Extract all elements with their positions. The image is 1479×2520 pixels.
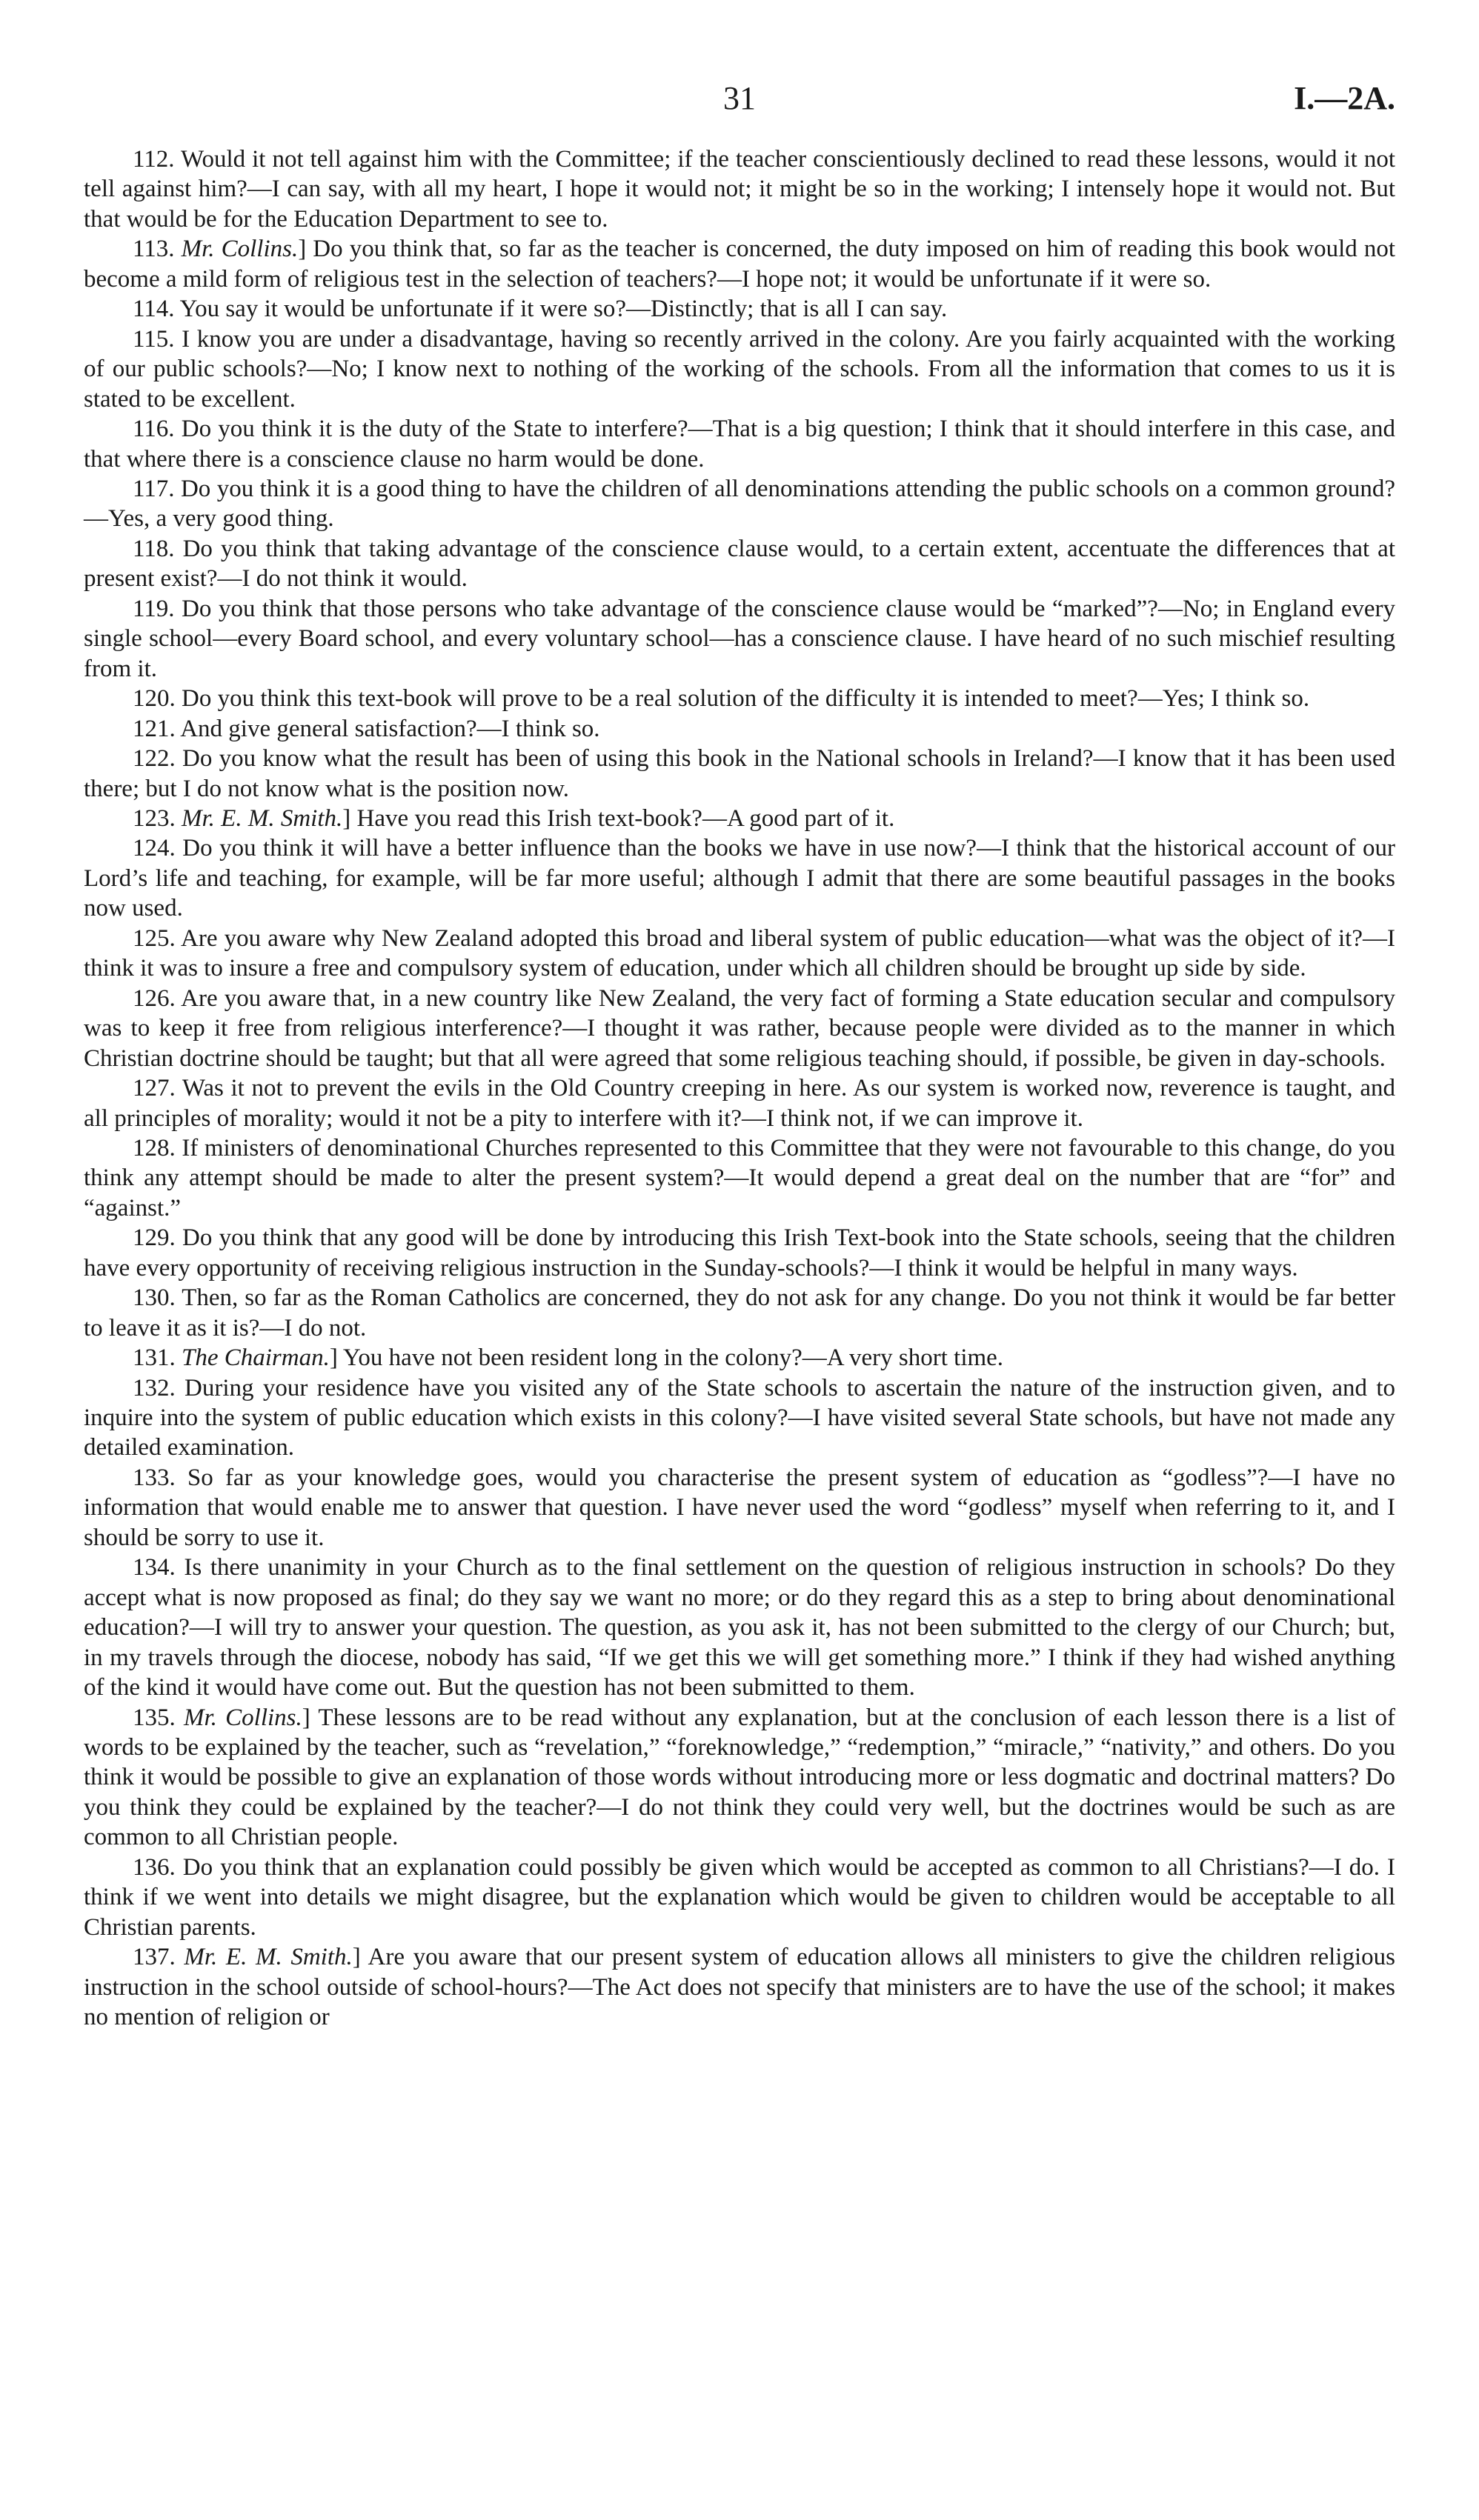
speaker-name: The Chairman. — [182, 1344, 330, 1372]
evidence-text — [84, 144, 1395, 2033]
speaker-bracket: ] — [302, 1704, 310, 1731]
question-text: Are you aware that, in a new country like New Zealand, the very fact of forming a State education secular and compulsory was to keep it free from religious interference?—I thought it was rather, because people were divided as to the manner in which Christian doctrine should be taught; but that all were agreed that some religious teaching should, if possible, be given in day-schools. — [84, 984, 1395, 1072]
question-text: Are you aware that our present system of education allows all ministers to give the children religious instruction in the school outside of school-hours?—The Act does not specify that ministers are to have the use of the school; it makes no mention of religion or — [84, 1944, 1395, 2031]
question-paragraph — [84, 1133, 1395, 1223]
question-paragraph — [84, 1853, 1395, 1942]
question-text: Do you know what the result has been of using this book in the National schools in Ireland?—I know that it has been used there; but I do not know what is the position now. — [84, 745, 1395, 802]
question-text: You say it would be unfortunate if it were so?—Distinctly; that is all I can say. — [179, 296, 948, 323]
question-number: 135. — [133, 1704, 176, 1731]
question-number: 126. — [133, 984, 176, 1012]
speaker-bracket: ] — [298, 236, 307, 263]
question-number: 113. — [133, 236, 175, 263]
question-number: 125. — [133, 924, 176, 952]
question-text: Do you think that an explanation could possibly be given which would be accepted as common to all Christians?—I do. I think if we went into details we might disagree, but the explanation which would be given to children would be acceptable to all Christian parents. — [84, 1853, 1395, 1941]
question-paragraph — [84, 234, 1395, 294]
question-text: Do you think that any good will be done by introducing this Irish Text-book into the State schools, seeing that the children have every opportunity of receiving religious instruction in the Sunday-schools?—I think it would be helpful in many ways. — [84, 1224, 1395, 1281]
question-number: 123. — [133, 804, 176, 832]
speaker-bracket: ] — [352, 1944, 361, 1971]
question-number: 130. — [133, 1284, 176, 1312]
question-text: Do you think that taking advantage of the conscience clause would, to a certain extent, accentuate the differences that at present exist?—I do not think it would. — [84, 535, 1395, 593]
question-text: Do you think it is the duty of the State to interfere?—That is a big question; I think that it should interfere in this case, and that where there is a conscience clause no harm would be done. — [84, 416, 1396, 473]
question-number: 117. — [133, 475, 175, 502]
question-text: And give general satisfaction?—I think so. — [180, 715, 600, 742]
question-text: Have you read this Irish text-book?—A good part of it. — [356, 804, 895, 832]
question-number: 132. — [133, 1374, 176, 1401]
speaker-name: Mr. E. M. Smith. — [184, 1944, 353, 1971]
question-paragraph — [84, 1703, 1395, 1853]
speaker-bracket: ] — [329, 1344, 338, 1372]
question-text: Do you think that those persons who take advantage of the conscience clause would be “marked”?—No; in England every single school—every Board school, and every voluntary school—has a conscience clause. I have heard of no such mischief resulting from it. — [84, 595, 1395, 682]
question-number: 114. — [133, 296, 175, 323]
question-paragraph — [84, 744, 1395, 804]
question-text: Do you think this text-book will prove to be a real solution of the difficulty it is intended to meet?—Yes; I think so. — [182, 685, 1310, 713]
question-paragraph — [84, 804, 1395, 833]
question-paragraph — [84, 294, 1395, 324]
question-paragraph — [84, 1343, 1395, 1373]
question-text: Do you think it is a good thing to have the children of all denominations attending the public schools on a common ground?—Yes, a very good thing. — [84, 475, 1396, 533]
question-text: Do you think it will have a better influence than the books we have in use now?—I think that the historical account of our Lord’s life and teaching, for example, will be far more useful; although I admit that there are some beautiful passages in the books now used. — [84, 835, 1396, 922]
speaker-name: Mr. Collins. — [184, 1704, 302, 1731]
question-paragraph — [84, 1463, 1395, 1553]
question-paragraph — [84, 1073, 1395, 1133]
question-paragraph — [84, 594, 1395, 684]
question-text: Then, so far as the Roman Catholics are concerned, they do not ask for any change. Do you not think it would be far better to leave it as it is?—I do not. — [84, 1284, 1395, 1341]
question-paragraph — [84, 833, 1395, 923]
question-number: 129. — [133, 1224, 176, 1252]
question-text: These lessons are to be read without any explanation, but at the conclusion of each lesson there is a list of words to be explained by the teacher, such as “revelation,” “foreknowledge,” “redemption,” “miracle,” “nativity,” and others. Do you think it would be possible to give an explanation of those words without introducing more or less dogmatic and doctrinal matters? Do you think they could be explained by the teacher?—I do not think they could very well, but the doctrines would be such as are common to all Christian people. — [84, 1704, 1395, 1851]
question-text: So far as your knowledge goes, would you characterise the present system of education as “godless”?—I have no information that would enable me to answer that question. I have never used the word “godless” myself when referring to it, and I should be sorry to use it. — [84, 1464, 1395, 1551]
question-number: 131. — [133, 1344, 176, 1372]
question-paragraph — [84, 714, 1395, 744]
question-text: During your residence have you visited any of the State schools to ascertain the nature of the instruction given, and to inquire into the system of public education which exists in this colony?—I have visited several State schools, but have not made any detailed examination. — [84, 1374, 1396, 1461]
question-number: 119. — [133, 595, 175, 622]
question-paragraph — [84, 534, 1395, 594]
question-text: Would it not tell against him with the Committee; if the teacher conscientiously declined to read these lessons, would it not tell against him?—I can say, with all my heart, I hope it would not; it might be so in the working; I intensely hope it would not. But that would be for the Education Department to see to. — [84, 146, 1395, 233]
question-number: 124. — [133, 835, 176, 862]
question-number: 137. — [133, 1944, 176, 1971]
question-paragraph — [84, 144, 1395, 234]
question-text: You have not been resident long in the colony?—A very short time. — [342, 1344, 1004, 1372]
question-paragraph — [84, 984, 1395, 1073]
question-number: 120. — [133, 685, 176, 713]
question-paragraph — [84, 474, 1395, 534]
page-header — [84, 70, 1395, 133]
question-text: Is there unanimity in your Church as to the final settlement on the question of religious instruction in schools? Do they accept what is now proposed as final; do they say we want no more; or do they regard this as a step to bring about denominational education?—I will try to answer your question. The question, as you ask it, has not been submitted to the clergy of our Church; but, in my travels through the diocese, nobody has said, “If we get this we will get something more.” I think if they had wished anything of the kind it would have come out. But the question has not been submitted to them. — [84, 1554, 1395, 1701]
question-paragraph — [84, 414, 1395, 474]
question-paragraph — [84, 1283, 1395, 1343]
question-number: 118. — [133, 535, 175, 562]
question-paragraph — [84, 1223, 1395, 1283]
question-number: 116. — [133, 416, 175, 443]
document-page — [84, 70, 1395, 2033]
question-text: Are you aware why New Zealand adopted this broad and liberal system of public education—what was the object of it?—I think it was to insure a free and compulsory system of education, under which all children should be brought up side by side. — [84, 924, 1395, 982]
question-number: 127. — [133, 1075, 176, 1102]
question-paragraph — [84, 684, 1395, 713]
question-text: I know you are under a disadvantage, having so recently arrived in the colony. Are you fairly acquainted with the working of our public schools?—No; I know next to nothing of the working of the schools. From all the information that comes to us it is stated to be excellent. — [84, 325, 1395, 413]
question-paragraph — [84, 924, 1395, 984]
speaker-name: Mr. Collins. — [181, 236, 299, 263]
question-number: 136. — [133, 1853, 176, 1881]
question-paragraph — [84, 1553, 1395, 1702]
question-number: 112. — [133, 146, 175, 173]
question-text: If ministers of denominational Churches represented to this Committee that they were not favourable to this change, do you think any attempt should be made to alter the present system?—It would depend a great deal on the number that are “for” and “against.” — [84, 1134, 1395, 1221]
question-number: 133. — [133, 1464, 176, 1491]
speaker-name: Mr. E. M. Smith. — [182, 804, 343, 832]
question-paragraph — [84, 1942, 1395, 2032]
page-number: 31 — [723, 80, 756, 116]
question-number: 121. — [133, 715, 176, 742]
question-number: 128. — [133, 1134, 176, 1161]
speaker-bracket: ] — [342, 804, 351, 832]
document-reference: I.—2A. — [1294, 80, 1395, 116]
question-paragraph — [84, 324, 1395, 414]
question-text: Was it not to prevent the evils in the Old Country creeping in here. As our system is worked now, reverence is taught, and all principles of morality; would it not be a pity to interfere with it?—I think not, if we can improve it. — [84, 1075, 1395, 1132]
question-number: 122. — [133, 745, 176, 773]
question-paragraph — [84, 1373, 1395, 1463]
question-number: 134. — [133, 1554, 176, 1581]
question-number: 115. — [133, 325, 175, 353]
question-text: Do you think that, so far as the teacher is concerned, the duty imposed on him of reading this book would not become a mild form of religious test in the selection of teachers?—I hope not; it would be unfortunate if it were so. — [84, 236, 1395, 293]
